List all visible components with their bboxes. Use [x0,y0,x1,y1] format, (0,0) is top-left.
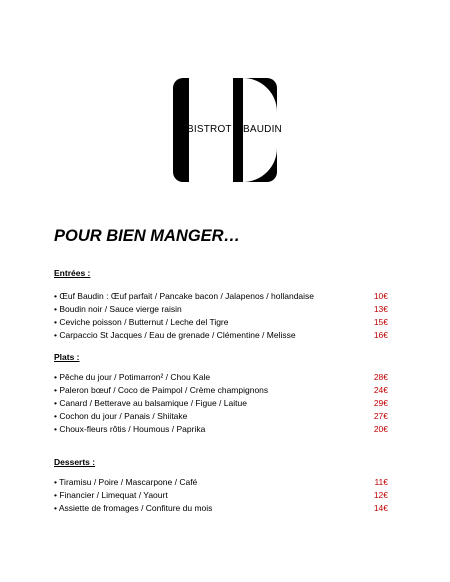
dish-name: • Boudin noir / Sauce vierge raisin [54,304,182,314]
dish-name: • Paleron bœuf / Coco de Paimpol / Crème champignons [54,385,269,395]
dish-price: 20€ [373,424,388,434]
dish-price: 14€ [373,503,388,513]
dish-name: • Canard / Betterave au balsamique / Figue / Laitue [54,398,247,408]
menu-item [54,303,388,315]
bistrot-baudin-logo [173,78,282,182]
menu-item [54,290,388,302]
section-heading-entrees: Entrées : [54,268,91,278]
dish-name: • Financier / Limequat / Yaourt [54,490,168,500]
menu-item [54,502,388,514]
menu-item [54,316,388,328]
dish-name: • Œuf Baudin : Œuf parfait / Pancake bacon / Jalapenos / hollandaise [54,291,315,301]
section-heading-plats: Plats : [54,352,80,362]
menu-item [54,410,388,422]
dish-name: • Ceviche poisson / Butternut / Leche del Tigre [54,317,229,327]
dish-price: 11€ [374,477,388,487]
menu-item [54,329,388,341]
logo-word-bistrot: BISTROT [187,124,232,135]
dish-price: 13€ [373,304,388,314]
dish-name: • Pêche du jour / Potimarron² / Chou Kale [54,372,211,382]
logo-word-baudin: BAUDIN [243,124,282,135]
dish-price: 27€ [373,411,388,421]
dish-name: • Cochon du jour / Panais / Shiitake [54,411,188,421]
menu-item [54,384,388,396]
dish-name: • Tiramisu / Poire / Mascarpone / Café [54,477,198,487]
dish-price: 28€ [373,372,388,382]
menu-item [54,489,388,501]
dish-price: 24€ [373,385,388,395]
dish-name: • Carpaccio St Jacques / Eau de grenade / Clémentine / Melisse [54,330,296,340]
dish-price: 10€ [373,291,388,301]
menu-item [54,476,388,488]
dish-name: • Assiette de fromages / Confiture du mois [54,503,213,513]
menu-item [54,423,388,435]
dish-name: • Choux-fleurs rôtis / Houmous / Paprika [54,424,206,434]
dish-price: 16€ [373,330,388,340]
dish-price: 15€ [373,317,388,327]
menu-item [54,371,388,383]
menu-title: POUR BIEN MANGER… [54,227,241,245]
section-heading-desserts: Desserts : [54,457,96,467]
dish-price: 12€ [373,490,388,500]
dish-price: 29€ [373,398,388,408]
menu-item [54,397,388,409]
logo-black-bar [233,78,243,182]
